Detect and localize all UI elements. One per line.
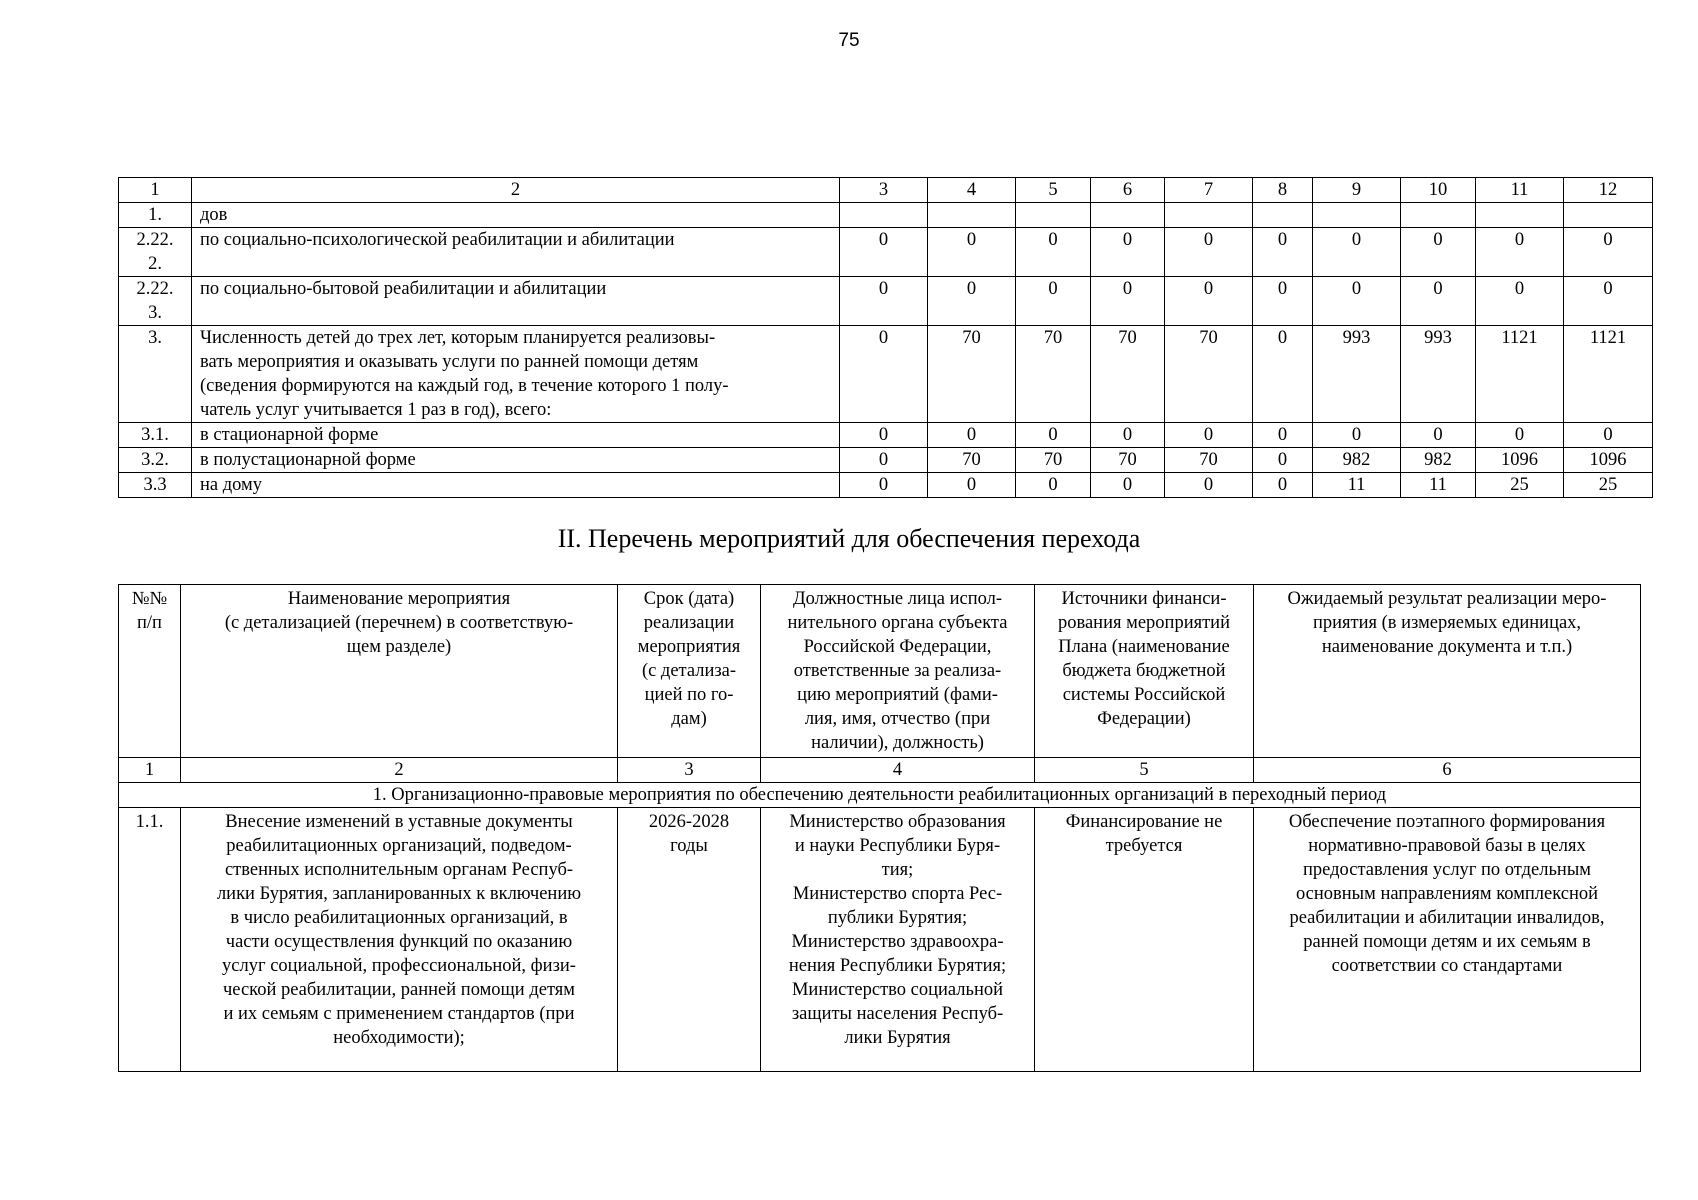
row-value: 1121: [1564, 326, 1653, 423]
row-value: 0: [1401, 228, 1476, 277]
row-value: 11: [1401, 473, 1476, 498]
measures-table: [118, 584, 1641, 1072]
measure-term: 2026-2028 годы: [618, 808, 761, 1072]
row-value: 0: [1564, 423, 1653, 448]
row-number: 1.: [119, 203, 192, 228]
index-cell: 4: [761, 758, 1035, 783]
column-index-cell: 2: [192, 178, 840, 203]
row-value: [1476, 203, 1564, 228]
row-value: 0: [1313, 228, 1401, 277]
row-value: 70: [1016, 448, 1091, 473]
column-index-cell: 1: [119, 178, 192, 203]
measure-officials: Министерство образования и науки Республики Буря- тия; Министерство спорта Рес- публики Бурятия; Министерство здравоохра- нения Республики Бурятия; Министерство социальной защиты населения Респуб- лики Бурятия: [761, 808, 1035, 1072]
row-value: 1121: [1476, 326, 1564, 423]
header-term: Срок (дата) реализации мероприятия (с детализа- цией по го- дам): [618, 585, 761, 758]
row-value: [1091, 203, 1165, 228]
row-value: 0: [1476, 228, 1564, 277]
section-row-label: 1. Организационно-правовые мероприятия по обеспечению деятельности реабилитационных организаций в переходный период: [119, 783, 1641, 808]
row-value: 0: [1564, 228, 1653, 277]
row-value: 0: [1091, 473, 1165, 498]
row-value: 0: [1313, 423, 1401, 448]
measure-row: [119, 808, 1641, 1072]
column-index-cell: 6: [1091, 178, 1165, 203]
row-value: 0: [1253, 473, 1313, 498]
row-value: [1401, 203, 1476, 228]
indicator-row: [119, 203, 1653, 228]
row-value: 993: [1313, 326, 1401, 423]
row-value: [1165, 203, 1253, 228]
page-number: 75: [838, 30, 860, 51]
row-value: 0: [1165, 228, 1253, 277]
indicators-table: [118, 177, 1653, 498]
row-value: 70: [1091, 448, 1165, 473]
row-value: 0: [1016, 228, 1091, 277]
column-index-cell: 10: [1401, 178, 1476, 203]
row-label: по социально-бытовой реабилитации и абилитации: [192, 277, 840, 326]
row-value: 70: [1165, 326, 1253, 423]
indicator-row: [119, 326, 1653, 423]
indicator-row: [119, 423, 1653, 448]
measures-header-row: [119, 585, 1641, 758]
row-value: 70: [1091, 326, 1165, 423]
row-label: по социально-психологической реабилитации и абилитации: [192, 228, 840, 277]
row-value: 0: [928, 228, 1016, 277]
row-number: 3.1.: [119, 423, 192, 448]
row-value: 25: [1564, 473, 1653, 498]
row-value: 0: [1253, 448, 1313, 473]
index-cell: 3: [618, 758, 761, 783]
column-index-cell: 8: [1253, 178, 1313, 203]
row-value: 70: [1016, 326, 1091, 423]
row-value: 0: [1401, 423, 1476, 448]
row-value: 0: [928, 423, 1016, 448]
row-value: 0: [928, 277, 1016, 326]
row-value: 70: [1165, 448, 1253, 473]
indicators-header-row: [119, 178, 1653, 203]
row-value: 0: [1476, 423, 1564, 448]
row-value: 0: [1091, 277, 1165, 326]
index-cell: 2: [181, 758, 618, 783]
index-cell: 6: [1254, 758, 1641, 783]
row-value: 1096: [1476, 448, 1564, 473]
row-value: 0: [1091, 228, 1165, 277]
row-value: 0: [1253, 326, 1313, 423]
row-value: 982: [1401, 448, 1476, 473]
row-value: 0: [1165, 277, 1253, 326]
row-number: 2.22. 3.: [119, 277, 192, 326]
measure-result: Обеспечение поэтапного формирования нормативно-правовой базы в целях предоставления услуг по отдельным основным направлениям комплексной реабилитации и абилитации инвалидов, ранней помощи детям и их семьям в соответствии со стандартами: [1254, 808, 1641, 1072]
row-value: 0: [1253, 423, 1313, 448]
row-number: 3.3: [119, 473, 192, 498]
column-index-cell: 5: [1016, 178, 1091, 203]
section-title: II. Перечень мероприятий для обеспечения перехода: [557, 524, 1141, 553]
row-value: 0: [1091, 423, 1165, 448]
indicator-row: [119, 473, 1653, 498]
row-value: [1253, 203, 1313, 228]
measures-section-row: [119, 783, 1641, 808]
index-cell: 5: [1035, 758, 1254, 783]
row-value: 0: [840, 423, 928, 448]
row-value: 0: [928, 473, 1016, 498]
header-officials: Должностные лица испол- нительного органа субъекта Российской Федерации, ответственные за реализа- цию мероприятий (фами- лия, имя, отчество (при наличии), должность): [761, 585, 1035, 758]
row-label: в стационарной форме: [192, 423, 840, 448]
header-name: Наименование мероприятия (с детализацией (перечнем) в соответствую- щем разделе): [181, 585, 618, 758]
row-label: на дому: [192, 473, 840, 498]
row-value: 70: [928, 326, 1016, 423]
row-value: 0: [840, 277, 928, 326]
row-value: [928, 203, 1016, 228]
indicator-row: [119, 228, 1653, 277]
row-label: Численность детей до трех лет, которым планируется реализовы- вать мероприятия и оказывать услуги по ранней помощи детям (сведения формируются на каждый год, в течение которого 1 полу- чатель услуг учитывается 1 раз в год), всего:: [192, 326, 840, 423]
header-funding: Источники финанси- рования мероприятий Плана (наименование бюджета бюджетной системы Российской Федерации): [1035, 585, 1254, 758]
row-number: 2.22. 2.: [119, 228, 192, 277]
row-value: 0: [840, 448, 928, 473]
row-value: 0: [1016, 277, 1091, 326]
row-value: 0: [1016, 473, 1091, 498]
row-value: 0: [1564, 277, 1653, 326]
header-num: №№ п/п: [119, 585, 181, 758]
column-index-cell: 9: [1313, 178, 1401, 203]
row-value: [840, 203, 928, 228]
header-result: Ожидаемый результат реализации меро- приятия (в измеряемых единицах, наименование документа и т.п.): [1254, 585, 1641, 758]
column-index-cell: 4: [928, 178, 1016, 203]
row-number: 3.: [119, 326, 192, 423]
row-value: [1313, 203, 1401, 228]
row-value: 0: [840, 228, 928, 277]
row-value: 0: [1476, 277, 1564, 326]
measures-index-row: [119, 758, 1641, 783]
row-value: 0: [840, 326, 928, 423]
row-label: дов: [192, 203, 840, 228]
row-value: 0: [1313, 277, 1401, 326]
measure-num: 1.1.: [119, 808, 181, 1072]
row-value: 0: [840, 473, 928, 498]
indicator-row: [119, 277, 1653, 326]
row-value: 0: [1253, 228, 1313, 277]
row-value: 0: [1401, 277, 1476, 326]
row-label: в полустационарной форме: [192, 448, 840, 473]
row-value: 982: [1313, 448, 1401, 473]
column-index-cell: 11: [1476, 178, 1564, 203]
row-value: 70: [928, 448, 1016, 473]
row-value: 0: [1253, 277, 1313, 326]
row-value: 11: [1313, 473, 1401, 498]
measure-funding: Финансирование не требуется: [1035, 808, 1254, 1072]
row-value: 1096: [1564, 448, 1653, 473]
row-value: 25: [1476, 473, 1564, 498]
row-number: 3.2.: [119, 448, 192, 473]
indicator-row: [119, 448, 1653, 473]
measure-name: Внесение изменений в уставные документы реабилитационных организаций, подведом- ственных исполнительным органам Респуб- лики Бурятия, запланированных к включению в число реабилитационных организаций, в части осуществления функций по оказанию услуг социальной, профессиональной, физи- ческой реабилитации, ранней помощи детям и их семьям с применением стандартов (при необходимости);: [181, 808, 618, 1072]
row-value: [1016, 203, 1091, 228]
row-value: [1564, 203, 1653, 228]
row-value: 0: [1016, 423, 1091, 448]
column-index-cell: 3: [840, 178, 928, 203]
index-cell: 1: [119, 758, 181, 783]
row-value: 0: [1165, 473, 1253, 498]
row-value: 993: [1401, 326, 1476, 423]
column-index-cell: 7: [1165, 178, 1253, 203]
column-index-cell: 12: [1564, 178, 1653, 203]
row-value: 0: [1165, 423, 1253, 448]
